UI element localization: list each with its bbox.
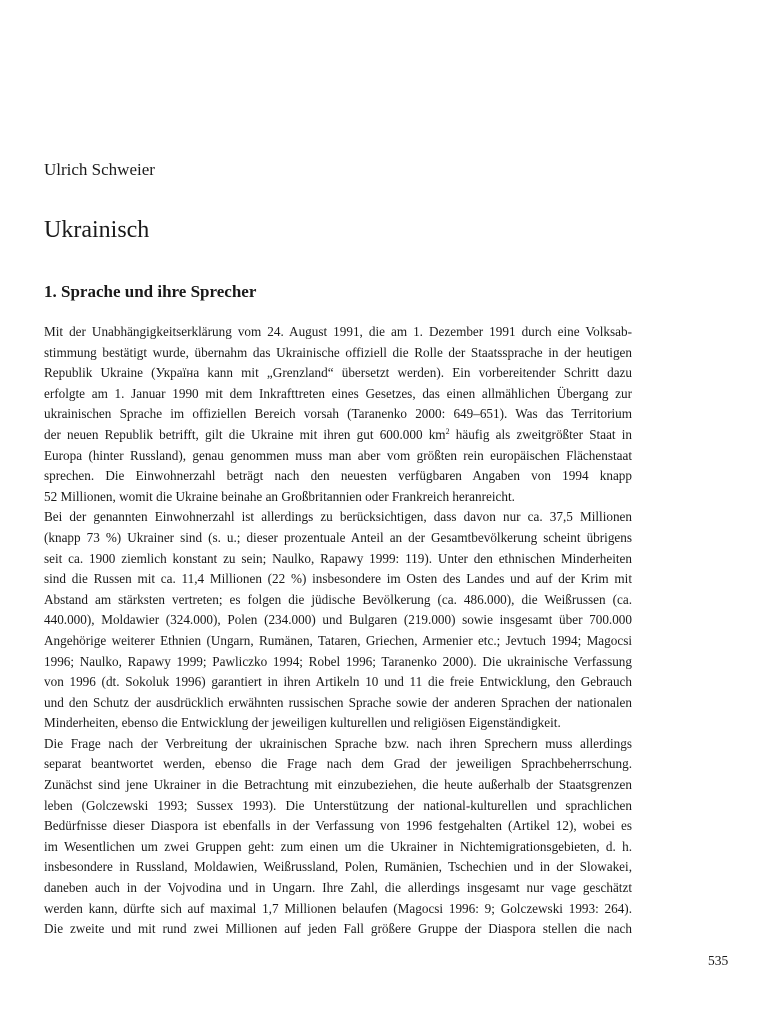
- text-line: 52 Millionen, womit die Ukraine beinahe an Großbritannien oder Frankreich heranreicht.: [44, 488, 515, 504]
- text-line: ukrainischen Sprache im offiziellen Bereich vorsah (Taranenko 2000: 649–651). Was das Territorium: [44, 406, 632, 422]
- paragraph-3: [44, 734, 632, 940]
- text-line: (knapp 73 %) Ukrainer sind (s. u.; dieser prozentuale Anteil an der Gesamtbevölkerung scheint übrigens: [44, 529, 632, 545]
- text-line: Zunächst sind jene Ukrainer in die Betrachtung mit einzubeziehen, die heute außerhalb der Staatsgrenzen: [44, 777, 632, 793]
- paragraph-2: [44, 507, 632, 734]
- page-number: 535: [708, 953, 729, 968]
- superscript: 2: [445, 426, 450, 436]
- text-line: Die Frage nach der Verbreitung der ukrainischen Sprache bzw. nach ihren Sprechern muss allerdings: [44, 735, 632, 751]
- text-line: daneben auch in der Vojvodina und in Ungarn. Ihre Zahl, die allerdings insgesamt nur vage geschätzt: [44, 880, 632, 896]
- text-line: stimmung bestätigt wurde, übernahm das Ukrainische offiziell die Rolle der Staatssprache in der heutigen: [44, 344, 632, 360]
- text-line: separat beantwortet werden, ebenso die Frage nach dem Grad der jeweiligen Sprachbeherrschung.: [44, 756, 632, 772]
- text-line: 440.000), Moldawier (324.000), Polen (234.000) und Bulgaren (219.000) sowie insgesamt über 700.000: [44, 612, 632, 628]
- chapter-title: Ukrainisch: [44, 217, 150, 243]
- text-line: Bei der genannten Einwohnerzahl ist allerdings zu berücksichtigen, dass davon nur ca. 37,5 Millionen: [44, 509, 632, 525]
- text-line: 1996; Naulko, Rapawy 1999; Pawliczko 1994; Robel 1996; Taranenko 2000). Die ukrainische Verfassung: [44, 653, 632, 669]
- text-line: seit ca. 1900 ziemlich konstant zu sein; Naulko, Rapawy 1999: 119). Unter den ethnischen Minderheiten: [44, 550, 632, 566]
- text-line: sind die Russen mit ca. 11,4 Millionen (22 %) insbesondere im Osten des Landes und auf der Krim mit: [44, 571, 632, 587]
- text-line: Bedürfnisse dieser Diaspora ist ebenfalls in der Verfassung von 1996 festgehalten (Artikel 12), wobei es: [44, 818, 632, 834]
- body-text: [44, 322, 632, 940]
- text-line: sprechen. Die Einwohnerzahl beträgt nach den neuesten verfügbaren Angaben von 1994 knapp: [44, 468, 632, 484]
- text-line: erfolgte am 1. Januar 1990 mit dem Inkrafttreten eines Gesetzes, das einen allmählichen Übergang zur: [44, 385, 632, 401]
- text-line-tail: häufig als zweitgrößter Staat in: [449, 426, 632, 442]
- author-name: Ulrich Schweier: [44, 160, 155, 179]
- document-page: [44, 0, 632, 1024]
- text-line: Die zweite und mit rund zwei Millionen auf jeden Fall größere Gruppe der Diaspora stellen die nach: [44, 921, 632, 937]
- text-line: Abstand am stärksten vertreten; es folgen die jüdische Bevölkerung (ca. 486.000), die Weißrussen (ca.: [44, 591, 632, 607]
- text-line: von 1996 (dt. Sokoluk 1996) garantiert in ihren Artikeln 10 und 11 die freie Entwicklung, den Gebrauch: [44, 674, 632, 690]
- text-line: im Wesentlichen um zwei Gruppen geht: zum einen um die Ukrainer in Nichtemigrationsgebieten, d. h.: [44, 838, 632, 854]
- text-line: Europa (hinter Russland), genau genommen muss man aber vom größten rein europäischen Flächenstaat: [44, 447, 632, 463]
- text-line: insbesondere in Russland, Moldawien, Weißrussland, Polen, Rumänien, Tschechien und in der Slowakei,: [44, 859, 632, 875]
- paragraph-1: [44, 322, 632, 507]
- section-heading: 1. Sprache und ihre Sprecher: [44, 282, 257, 301]
- text-line: werden kann, dürfte sich auf maximal 1,7 Millionen belaufen (Magocsi 1996: 9; Golczewski 1993: 264).: [44, 900, 632, 916]
- text-line: Angehörige weiterer Ethnien (Ungarn, Rumänen, Tataren, Griechen, Armenier etc.; Jevtuch 1994; Magocsi: [44, 632, 632, 648]
- text-line: Republik Ukraine (Україна kann mit „Grenzland“ übersetzt werden). Ein vorbereitender Schritt dazu: [44, 365, 632, 381]
- text-line: Minderheiten, ebenso die Entwicklung der jeweiligen kulturellen und religiösen Eigenständigkeit.: [44, 715, 561, 731]
- text-line: Mit der Unabhängigkeitserklärung vom 24. August 1991, die am 1. Dezember 1991 durch eine Volksab-: [44, 324, 632, 339]
- text-line: leben (Golczewski 1993; Sussex 1993). Die Unterstützung der national-kulturellen und sprachlichen: [44, 797, 632, 813]
- text-line-head: der neuen Republik betrifft, gilt die Ukraine mit ihren gut 600.000 km: [44, 426, 446, 442]
- text-line: und den Schutz der ausdrücklich erwähnten russischen Sprache sowie der anderen Sprachen der nationalen: [44, 694, 632, 710]
- text-line-with-superscript: [44, 425, 632, 446]
